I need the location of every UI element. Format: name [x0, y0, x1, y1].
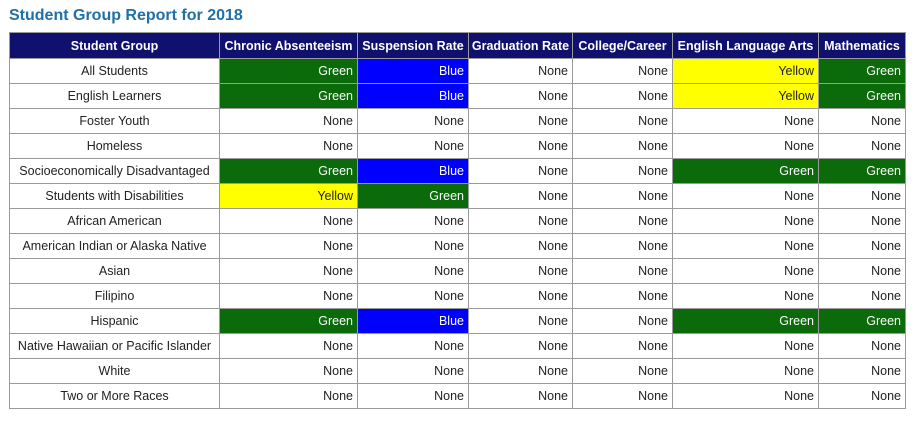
- college-career-cell: None: [573, 59, 673, 84]
- header-student-group: Student Group: [10, 33, 220, 59]
- english-language-arts-cell: None: [673, 109, 819, 134]
- chronic-absenteeism-cell: None: [220, 359, 358, 384]
- graduation-rate-cell: None: [469, 184, 573, 209]
- mathematics-cell: None: [819, 184, 906, 209]
- chronic-absenteeism-cell: None: [220, 284, 358, 309]
- mathematics-cell: Green: [819, 309, 906, 334]
- header-chronic-absenteeism: Chronic Absenteeism: [220, 33, 358, 59]
- suspension-rate-cell: None: [358, 359, 469, 384]
- table-header: [10, 33, 906, 59]
- mathematics-cell: None: [819, 384, 906, 409]
- chronic-absenteeism-cell: None: [220, 384, 358, 409]
- suspension-rate-cell: None: [358, 234, 469, 259]
- college-career-cell: None: [573, 184, 673, 209]
- mathematics-cell: None: [819, 259, 906, 284]
- college-career-cell: None: [573, 109, 673, 134]
- student-group-cell: All Students: [10, 59, 220, 84]
- english-language-arts-cell: None: [673, 134, 819, 159]
- chronic-absenteeism-cell: None: [220, 234, 358, 259]
- chronic-absenteeism-cell: None: [220, 209, 358, 234]
- english-language-arts-cell: Green: [673, 159, 819, 184]
- header-suspension-rate: Suspension Rate: [358, 33, 469, 59]
- chronic-absenteeism-cell: Yellow: [220, 184, 358, 209]
- table-row: [10, 359, 906, 384]
- table-row: [10, 309, 906, 334]
- chronic-absenteeism-cell: Green: [220, 159, 358, 184]
- suspension-rate-cell: Blue: [358, 159, 469, 184]
- graduation-rate-cell: None: [469, 234, 573, 259]
- suspension-rate-cell: None: [358, 384, 469, 409]
- college-career-cell: None: [573, 284, 673, 309]
- graduation-rate-cell: None: [469, 384, 573, 409]
- college-career-cell: None: [573, 334, 673, 359]
- suspension-rate-cell: Blue: [358, 84, 469, 109]
- college-career-cell: None: [573, 384, 673, 409]
- college-career-cell: None: [573, 159, 673, 184]
- suspension-rate-cell: None: [358, 209, 469, 234]
- header-english-language-arts: English Language Arts: [673, 33, 819, 59]
- table-row: [10, 184, 906, 209]
- report-title: Student Group Report for 2018: [9, 7, 243, 24]
- table-row: [10, 109, 906, 134]
- chronic-absenteeism-cell: None: [220, 134, 358, 159]
- chronic-absenteeism-cell: None: [220, 334, 358, 359]
- graduation-rate-cell: None: [469, 309, 573, 334]
- header-graduation-rate: Graduation Rate: [469, 33, 573, 59]
- table-row: [10, 384, 906, 409]
- table-row: [10, 234, 906, 259]
- english-language-arts-cell: None: [673, 384, 819, 409]
- student-group-cell: Homeless: [10, 134, 220, 159]
- student-group-cell: Students with Disabilities: [10, 184, 220, 209]
- student-group-cell: Socioeconomically Disadvantaged: [10, 159, 220, 184]
- student-group-cell: Two or More Races: [10, 384, 220, 409]
- student-group-cell: English Learners: [10, 84, 220, 109]
- student-group-cell: Filipino: [10, 284, 220, 309]
- chronic-absenteeism-cell: Green: [220, 59, 358, 84]
- graduation-rate-cell: None: [469, 109, 573, 134]
- suspension-rate-cell: Green: [358, 184, 469, 209]
- student-group-table: [9, 32, 906, 409]
- mathematics-cell: None: [819, 234, 906, 259]
- student-group-cell: Foster Youth: [10, 109, 220, 134]
- graduation-rate-cell: None: [469, 334, 573, 359]
- student-group-cell: Asian: [10, 259, 220, 284]
- college-career-cell: None: [573, 209, 673, 234]
- mathematics-cell: None: [819, 134, 906, 159]
- table-row: [10, 59, 906, 84]
- student-group-cell: African American: [10, 209, 220, 234]
- english-language-arts-cell: None: [673, 209, 819, 234]
- header-mathematics: Mathematics: [819, 33, 906, 59]
- mathematics-cell: Green: [819, 159, 906, 184]
- mathematics-cell: None: [819, 284, 906, 309]
- graduation-rate-cell: None: [469, 259, 573, 284]
- college-career-cell: None: [573, 134, 673, 159]
- table-body: [10, 59, 906, 409]
- header-row: [10, 33, 906, 59]
- table-row: [10, 334, 906, 359]
- mathematics-cell: Green: [819, 84, 906, 109]
- graduation-rate-cell: None: [469, 134, 573, 159]
- graduation-rate-cell: None: [469, 359, 573, 384]
- english-language-arts-cell: None: [673, 359, 819, 384]
- chronic-absenteeism-cell: None: [220, 109, 358, 134]
- student-group-cell: White: [10, 359, 220, 384]
- table-row: [10, 284, 906, 309]
- graduation-rate-cell: None: [469, 284, 573, 309]
- english-language-arts-cell: None: [673, 184, 819, 209]
- suspension-rate-cell: None: [358, 259, 469, 284]
- english-language-arts-cell: Green: [673, 309, 819, 334]
- graduation-rate-cell: None: [469, 159, 573, 184]
- suspension-rate-cell: Blue: [358, 309, 469, 334]
- suspension-rate-cell: None: [358, 334, 469, 359]
- mathematics-cell: Green: [819, 59, 906, 84]
- suspension-rate-cell: None: [358, 284, 469, 309]
- english-language-arts-cell: None: [673, 284, 819, 309]
- chronic-absenteeism-cell: None: [220, 259, 358, 284]
- english-language-arts-cell: None: [673, 334, 819, 359]
- college-career-cell: None: [573, 359, 673, 384]
- table-row: [10, 159, 906, 184]
- suspension-rate-cell: Blue: [358, 59, 469, 84]
- college-career-cell: None: [573, 309, 673, 334]
- suspension-rate-cell: None: [358, 134, 469, 159]
- graduation-rate-cell: None: [469, 209, 573, 234]
- mathematics-cell: None: [819, 334, 906, 359]
- english-language-arts-cell: None: [673, 234, 819, 259]
- suspension-rate-cell: None: [358, 109, 469, 134]
- english-language-arts-cell: Yellow: [673, 59, 819, 84]
- chronic-absenteeism-cell: Green: [220, 84, 358, 109]
- english-language-arts-cell: Yellow: [673, 84, 819, 109]
- student-group-cell: American Indian or Alaska Native: [10, 234, 220, 259]
- table-row: [10, 209, 906, 234]
- table-row: [10, 134, 906, 159]
- student-group-cell: Hispanic: [10, 309, 220, 334]
- english-language-arts-cell: None: [673, 259, 819, 284]
- table-row: [10, 84, 906, 109]
- mathematics-cell: None: [819, 209, 906, 234]
- header-college-career: College/Career: [573, 33, 673, 59]
- mathematics-cell: None: [819, 359, 906, 384]
- graduation-rate-cell: None: [469, 59, 573, 84]
- student-group-cell: Native Hawaiian or Pacific Islander: [10, 334, 220, 359]
- table-row: [10, 259, 906, 284]
- chronic-absenteeism-cell: Green: [220, 309, 358, 334]
- mathematics-cell: None: [819, 109, 906, 134]
- college-career-cell: None: [573, 234, 673, 259]
- college-career-cell: None: [573, 84, 673, 109]
- college-career-cell: None: [573, 259, 673, 284]
- graduation-rate-cell: None: [469, 84, 573, 109]
